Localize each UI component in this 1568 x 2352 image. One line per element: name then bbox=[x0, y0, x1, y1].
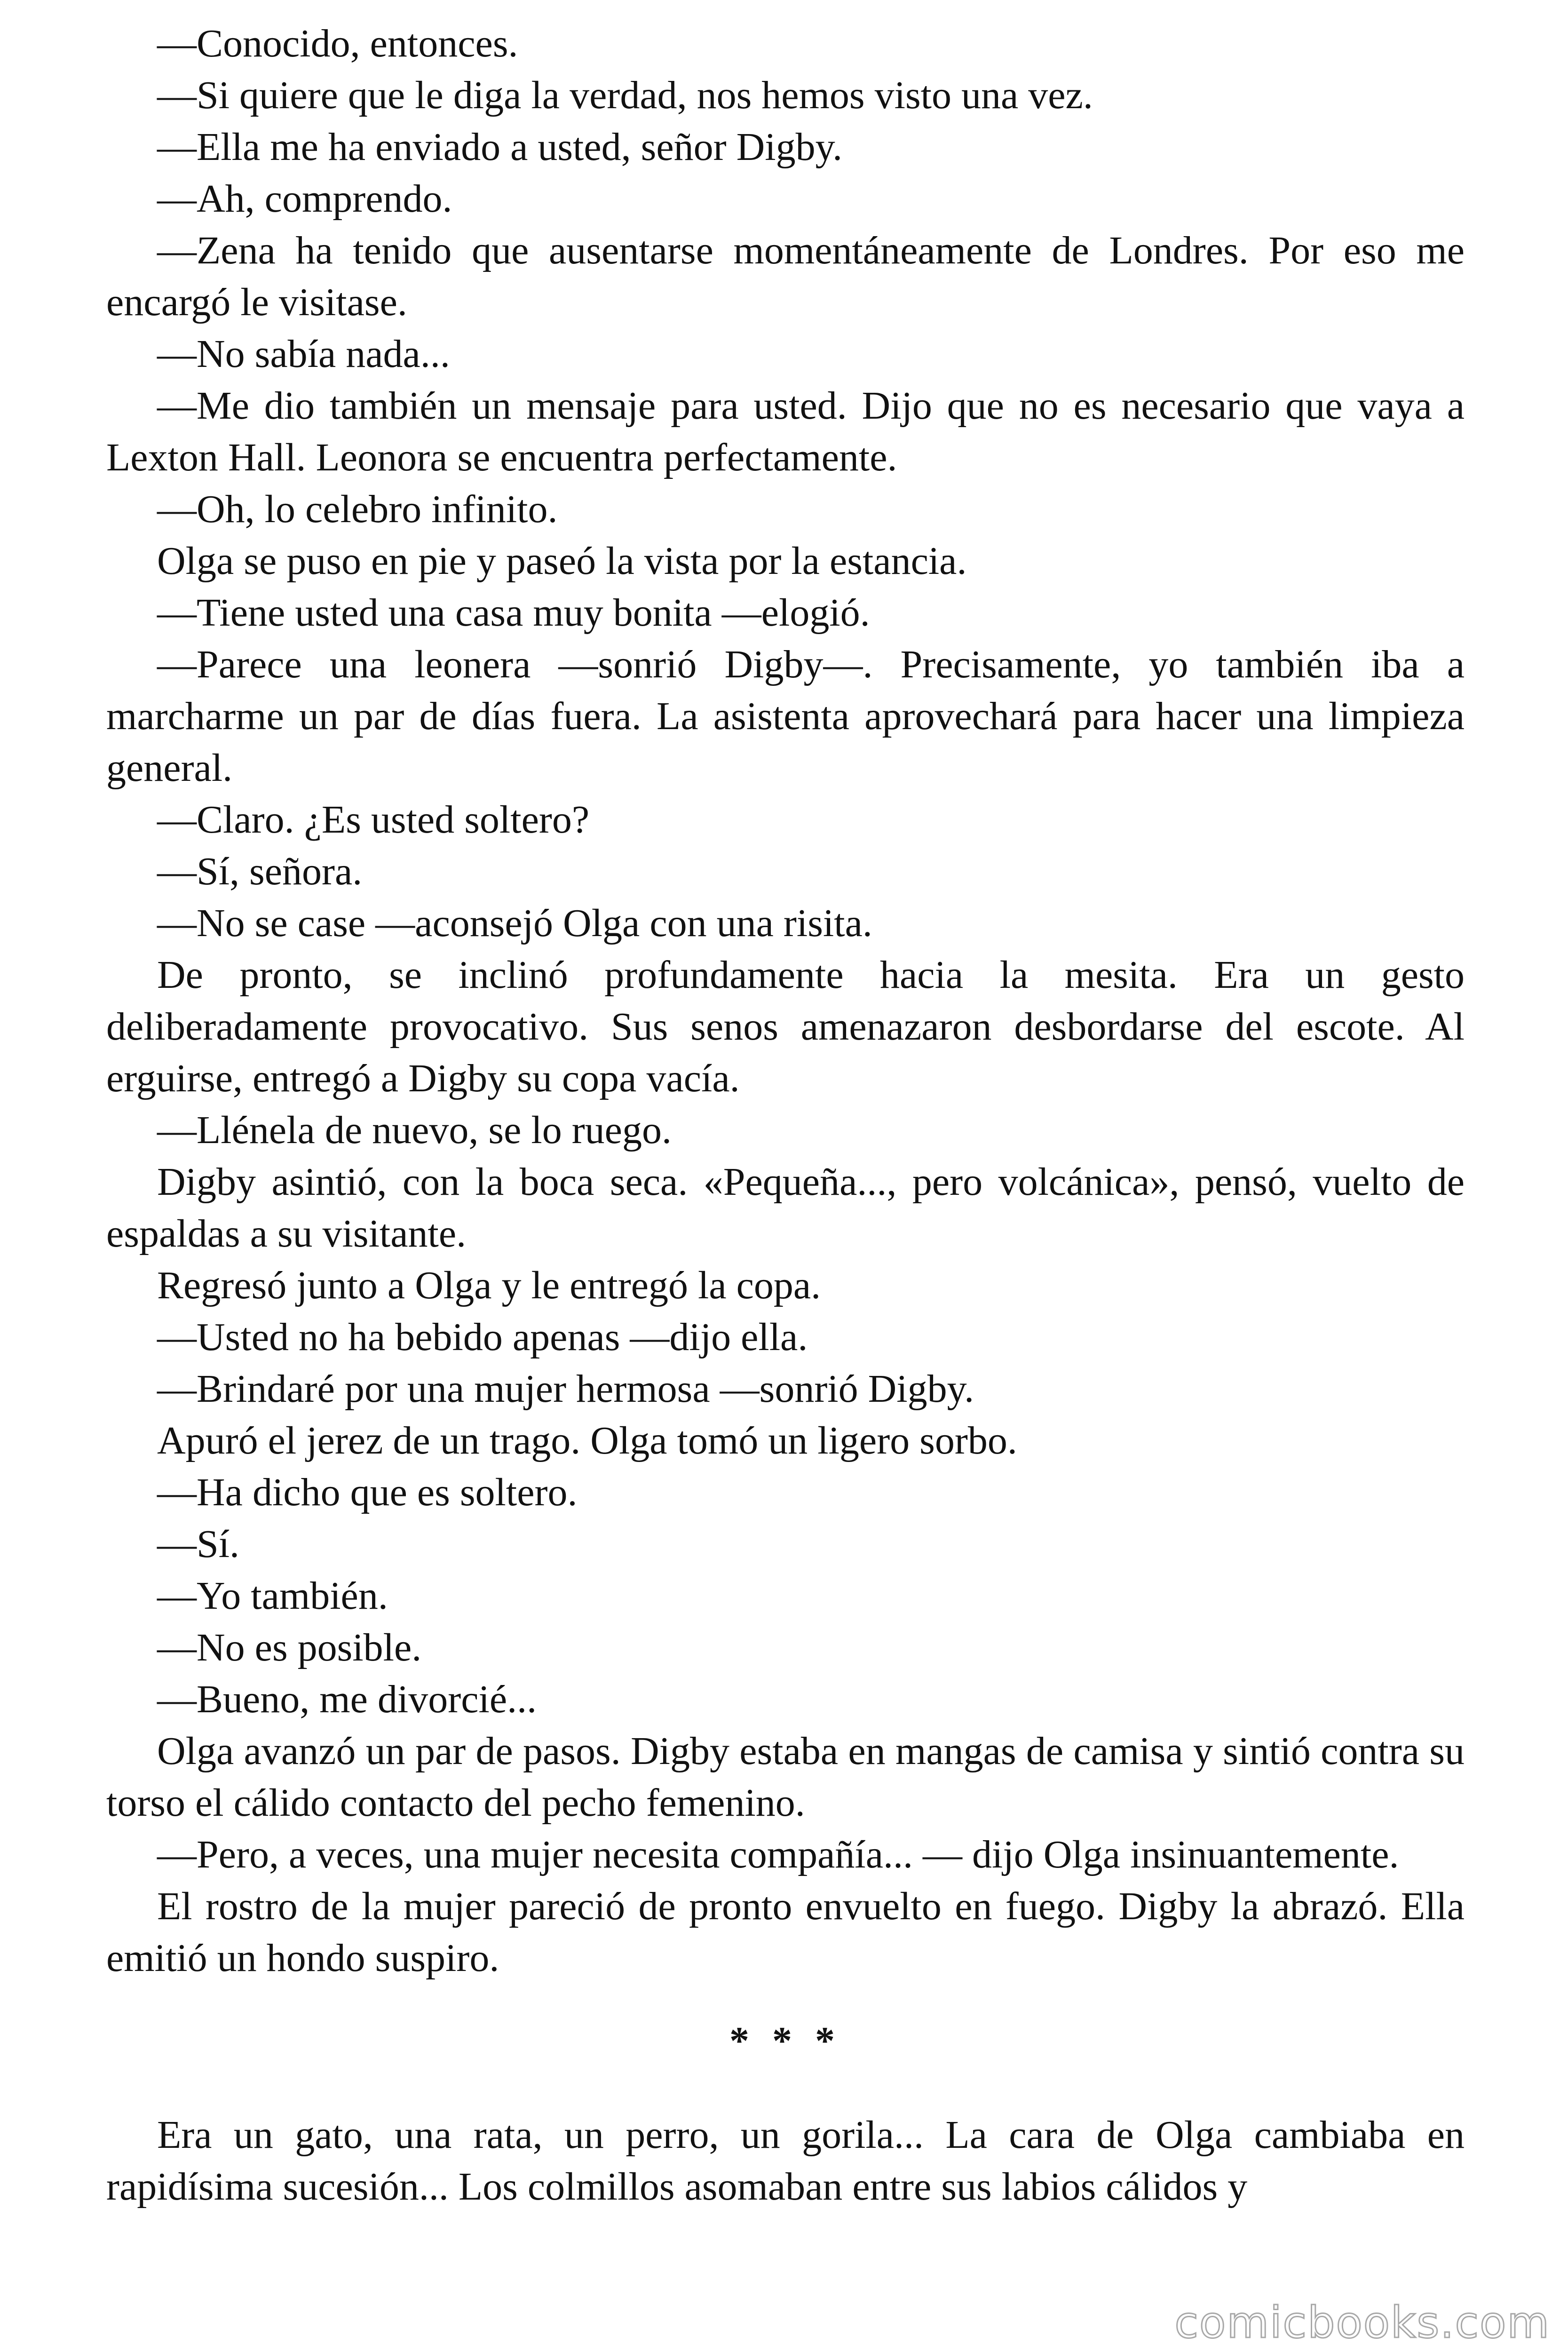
paragraph: —Ella me ha enviado a usted, señor Digby. bbox=[157, 125, 843, 169]
paragraph: —Zena ha tenido que ausentarse momentáneamente de Londres. Por eso me encargó le visitase. bbox=[106, 229, 1465, 324]
paragraph: —Brindaré por una mujer hermosa —sonrió Digby. bbox=[157, 1367, 974, 1411]
paragraph: Olga avanzó un par de pasos. Digby estaba en mangas de camisa y sintió contra su torso el cálido contacto del pecho femenino. bbox=[106, 1729, 1465, 1825]
text-block-after-break bbox=[106, 2109, 1465, 2213]
paragraph: —Llénela de nuevo, se lo ruego. bbox=[157, 1108, 672, 1152]
paragraph: El rostro de la mujer pareció de pronto envuelto en fuego. Digby la abrazó. Ella emitió un hondo suspiro. bbox=[106, 1884, 1465, 1980]
paragraph: Regresó junto a Olga y le entregó la copa. bbox=[157, 1263, 821, 1307]
paragraph: —Claro. ¿Es usted soltero? bbox=[157, 798, 590, 842]
paragraph: —No es posible. bbox=[157, 1626, 422, 1669]
paragraph: —Parece una leonera —sonrió Digby—. Precisamente, yo también iba a marcharme un par de días fuera. La asistenta aprovechará para hacer una limpieza general. bbox=[106, 643, 1465, 790]
paragraph: —No sabía nada... bbox=[157, 332, 450, 376]
paragraph: —Sí. bbox=[157, 1522, 240, 1566]
paragraph: —Pero, a veces, una mujer necesita compañía... — dijo Olga insinuantemente. bbox=[157, 1833, 1399, 1876]
scene-break: * * * bbox=[729, 2019, 841, 2063]
paragraph: —Ha dicho que es soltero. bbox=[157, 1470, 578, 1514]
paragraph: —No se case —aconsejó Olga con una risita. bbox=[157, 901, 872, 945]
paragraph: Digby asintió, con la boca seca. «Pequeña..., pero volcánica», pensó, vuelto de espaldas a su visitante. bbox=[106, 1160, 1465, 1255]
paragraph: —Usted no ha bebido apenas —dijo ella. bbox=[157, 1315, 808, 1359]
paragraph: —Sí, señora. bbox=[157, 850, 363, 893]
paragraph: —Tiene usted una casa muy bonita —elogió. bbox=[157, 591, 870, 635]
paragraph: —Bueno, me divorcié... bbox=[157, 1677, 537, 1721]
watermark-logo: comicbooks.com bbox=[1174, 2297, 1550, 2348]
paragraph: De pronto, se inclinó profundamente hacia la mesita. Era un gesto deliberadamente provocativo. Sus senos amenazaron desbordarse del escote. Al erguirse, entregó a Digby su copa vacía. bbox=[106, 953, 1465, 1100]
paragraph: —Ah, comprendo. bbox=[157, 177, 452, 221]
paragraph: Era un gato, una rata, un perro, un gorila... La cara de Olga cambiaba en rapidísima sucesión... Los colmillos asomaban entre sus labios cálidos y bbox=[106, 2113, 1465, 2209]
paragraph: Apuró el jerez de un trago. Olga tomó un ligero sorbo. bbox=[157, 1419, 1017, 1462]
paragraph: —Conocido, entonces. bbox=[157, 22, 518, 65]
paragraph: —Si quiere que le diga la verdad, nos hemos visto una vez. bbox=[157, 73, 1093, 117]
text-block-before-break bbox=[106, 18, 1465, 1984]
paragraph: —Oh, lo celebro infinito. bbox=[157, 487, 558, 531]
paragraph: —Yo también. bbox=[157, 1574, 388, 1618]
paragraph: Olga se puso en pie y paseó la vista por la estancia. bbox=[157, 539, 967, 583]
book-page bbox=[106, 18, 1465, 2213]
paragraph: —Me dio también un mensaje para usted. Dijo que no es necesario que vaya a Lexton Hall. Leonora se encuentra perfectamente. bbox=[106, 384, 1465, 479]
